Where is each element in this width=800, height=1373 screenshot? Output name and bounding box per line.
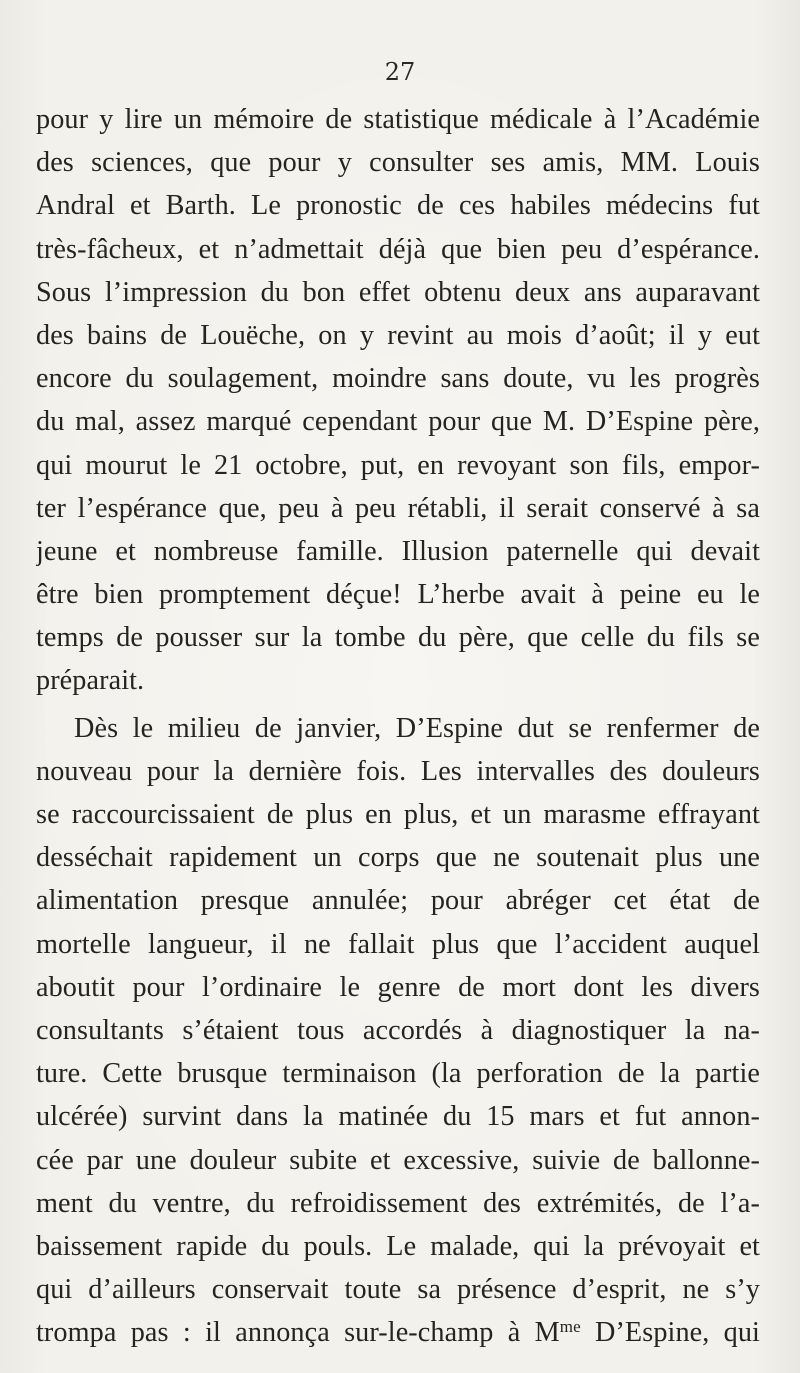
text-line: ter l’espérance que, peu à peu rétabli, il serait conservé à sa xyxy=(36,492,760,524)
text-line: très-fâcheux, et n’admettait déjà que bien peu d’espérance. xyxy=(36,233,760,265)
text-line: aboutit pour l’ordinaire le genre de mort dont les divers xyxy=(36,971,760,1003)
text-line: Sous l’impression du bon effet obtenu deux ans auparavant xyxy=(36,276,760,308)
paragraph-end-line: préparait. xyxy=(36,665,145,697)
text-line: qui d’ailleurs conservait toute sa présence d’esprit, ne s’y xyxy=(36,1274,760,1306)
superscript-abbrev: me xyxy=(559,1317,581,1337)
final-text-line xyxy=(36,1311,760,1354)
text-line: baissement rapide du pouls. Le malade, qui la prévoyait et xyxy=(36,1230,760,1262)
text-line: ulcérée) survint dans la matinée du 15 mars et fut annon- xyxy=(36,1101,760,1133)
final-line-end: D’Espine, qui xyxy=(580,1317,760,1349)
text-line: qui mourut le 21 octobre, put, en revoyant son fils, empor- xyxy=(36,449,760,481)
page-number: 27 xyxy=(384,58,416,86)
text-line: jeune et nombreuse famille. Illusion paternelle qui devait xyxy=(36,535,760,567)
text-line: alimentation presque annulée; pour abréger cet état de xyxy=(36,885,760,917)
text-line: temps de pousser sur la tombe du père, que celle du fils se xyxy=(36,622,760,654)
text-line: Andral et Barth. Le pronostic de ces habiles médecins fut xyxy=(36,190,760,222)
text-line: encore du soulagement, moindre sans doute, vu les progrès xyxy=(36,363,760,395)
text-line: desséchait rapidement un corps que ne soutenait plus une xyxy=(36,842,760,874)
text-line: se raccourcissaient de plus en plus, et un marasme effrayant xyxy=(36,799,760,830)
text-line: ture. Cette brusque terminaison (la perforation de la partie xyxy=(36,1058,760,1090)
text-line: nouveau pour la dernière fois. Les intervalles des douleurs xyxy=(36,755,760,787)
text-line: pour y lire un mémoire de statistique médicale à l’Académie xyxy=(36,104,760,135)
text-line: ment du ventre, du refroidissement des extrémités, de l’a- xyxy=(36,1187,760,1219)
text-line: des sciences, que pour y consulter ses amis, MM. Louis xyxy=(36,147,760,179)
body-text xyxy=(36,98,760,1354)
paragraph-start-line: Dès le milieu de janvier, D’Espine dut se renfermer de xyxy=(74,712,760,744)
text-line: des bains de Louëche, on y revint au mois d’août; il y eut xyxy=(36,319,760,351)
text-line: du mal, assez marqué cependant pour que M. D’Espine père, xyxy=(36,406,760,438)
text-line: être bien promptement déçue! L’herbe avait à peine eu le xyxy=(36,579,760,611)
text-line: mortelle langueur, il ne fallait plus que l’accident auquel xyxy=(36,928,760,960)
text-line: cée par une douleur subite et excessive, suivie de ballonne- xyxy=(36,1144,760,1176)
text-line: consultants s’étaient tous accordés à diagnostiquer la na- xyxy=(36,1014,760,1046)
final-line-start: trompa pas : il annonça sur-le-champ à M xyxy=(36,1317,560,1349)
